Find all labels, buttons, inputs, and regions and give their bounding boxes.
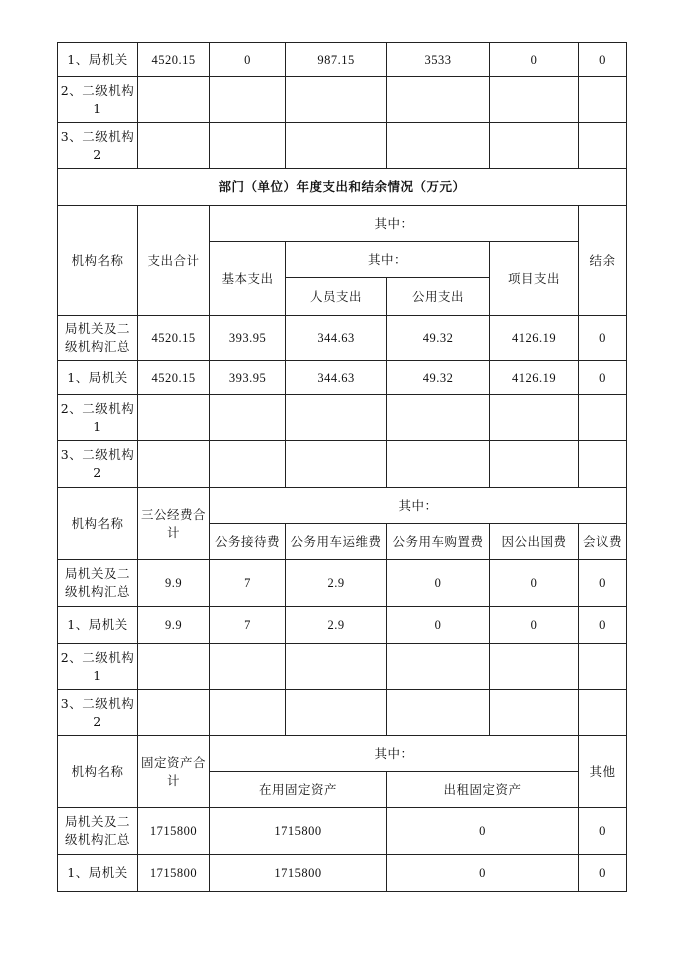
org-name-cell: 1、局机关	[58, 855, 138, 892]
value-cell	[387, 77, 490, 123]
value-cell: 49.32	[387, 361, 490, 395]
value-cell: 344.63	[286, 316, 387, 361]
table-row	[58, 441, 627, 488]
org-name-cell: 3、二级机构2	[58, 690, 138, 736]
header-of-which: 其中：	[210, 488, 627, 524]
value-cell: 1715800	[138, 808, 210, 855]
value-cell: 4520.15	[138, 361, 210, 395]
header-three-public-total: 三公经费合计	[138, 488, 210, 560]
value-cell: 9.9	[138, 607, 210, 644]
header-row	[58, 488, 627, 524]
header-balance: 结余	[579, 206, 627, 316]
header-org-name: 机构名称	[58, 736, 138, 808]
value-cell	[490, 395, 579, 441]
value-cell	[286, 690, 387, 736]
value-cell	[210, 395, 286, 441]
value-cell	[579, 395, 627, 441]
value-cell: 3533	[387, 43, 490, 77]
value-cell: 1715800	[210, 855, 387, 892]
header-public-expenditure: 公用支出	[387, 278, 490, 316]
value-cell	[210, 690, 286, 736]
value-cell: 1715800	[138, 855, 210, 892]
org-name-cell: 局机关及二级机构汇总	[58, 808, 138, 855]
value-cell: 4126.19	[490, 316, 579, 361]
value-cell	[579, 123, 627, 169]
org-name-cell: 局机关及二级机构汇总	[58, 316, 138, 361]
org-name-cell: 2、二级机构1	[58, 395, 138, 441]
value-cell: 2.9	[286, 607, 387, 644]
header-meeting-fee: 会议费	[579, 524, 627, 560]
value-cell	[210, 77, 286, 123]
table-row	[58, 808, 627, 855]
table-row	[58, 123, 627, 169]
value-cell	[210, 441, 286, 488]
org-name-cell: 1、局机关	[58, 607, 138, 644]
value-cell: 0	[579, 316, 627, 361]
value-cell	[579, 644, 627, 690]
header-vehicle-purchase-fee: 公务用车购置费	[387, 524, 490, 560]
value-cell	[138, 77, 210, 123]
header-org-name: 机构名称	[58, 206, 138, 316]
value-cell: 0	[387, 607, 490, 644]
header-reception-fee: 公务接待费	[210, 524, 286, 560]
value-cell	[138, 395, 210, 441]
value-cell	[490, 441, 579, 488]
value-cell: 0	[387, 560, 490, 607]
value-cell	[286, 441, 387, 488]
value-cell	[286, 77, 387, 123]
value-cell	[490, 123, 579, 169]
table-row	[58, 395, 627, 441]
value-cell: 987.15	[286, 43, 387, 77]
table-row	[58, 316, 627, 361]
value-cell: 49.32	[387, 316, 490, 361]
value-cell: 393.95	[210, 316, 286, 361]
value-cell	[387, 123, 490, 169]
value-cell	[286, 123, 387, 169]
table-row	[58, 77, 627, 123]
value-cell	[138, 690, 210, 736]
value-cell: 0	[490, 607, 579, 644]
table-row	[58, 43, 627, 77]
value-cell	[387, 441, 490, 488]
header-row	[58, 736, 627, 772]
value-cell: 4126.19	[490, 361, 579, 395]
finance-table	[57, 42, 627, 892]
header-leased-assets: 出租固定资产	[387, 772, 579, 808]
org-name-cell: 2、二级机构1	[58, 644, 138, 690]
value-cell: 0	[579, 43, 627, 77]
org-name-cell: 3、二级机构2	[58, 441, 138, 488]
header-basic-expenditure: 基本支出	[210, 242, 286, 316]
value-cell	[210, 123, 286, 169]
value-cell: 1715800	[210, 808, 387, 855]
value-cell	[387, 644, 490, 690]
value-cell: 4520.15	[138, 316, 210, 361]
value-cell: 2.9	[286, 560, 387, 607]
value-cell	[490, 77, 579, 123]
header-personnel-expenditure: 人员支出	[286, 278, 387, 316]
header-project-expenditure: 项目支出	[490, 242, 579, 316]
value-cell	[138, 644, 210, 690]
value-cell: 0	[579, 808, 627, 855]
table-row	[58, 607, 627, 644]
value-cell: 0	[387, 808, 579, 855]
value-cell	[579, 690, 627, 736]
value-cell	[286, 395, 387, 441]
header-expenditure-total: 支出合计	[138, 206, 210, 316]
header-of-which: 其中：	[210, 206, 579, 242]
value-cell	[490, 690, 579, 736]
header-of-which-inner: 其中：	[286, 242, 490, 278]
value-cell: 7	[210, 560, 286, 607]
value-cell	[387, 395, 490, 441]
org-name-cell: 3、二级机构2	[58, 123, 138, 169]
table-row	[58, 560, 627, 607]
header-fixed-assets-total: 固定资产合计	[138, 736, 210, 808]
header-in-use-assets: 在用固定资产	[210, 772, 387, 808]
value-cell	[579, 441, 627, 488]
value-cell: 0	[490, 43, 579, 77]
value-cell: 9.9	[138, 560, 210, 607]
value-cell	[387, 690, 490, 736]
header-other: 其他	[579, 736, 627, 808]
header-org-name: 机构名称	[58, 488, 138, 560]
value-cell: 0	[579, 607, 627, 644]
value-cell	[210, 644, 286, 690]
table-row	[58, 644, 627, 690]
value-cell	[579, 77, 627, 123]
value-cell	[138, 441, 210, 488]
section-title-row	[58, 169, 627, 206]
value-cell	[138, 123, 210, 169]
table-row	[58, 855, 627, 892]
header-of-which: 其中：	[210, 736, 579, 772]
header-vehicle-ops-fee: 公务用车运维费	[286, 524, 387, 560]
value-cell: 0	[579, 361, 627, 395]
value-cell: 344.63	[286, 361, 387, 395]
value-cell	[490, 644, 579, 690]
value-cell: 393.95	[210, 361, 286, 395]
org-name-cell: 1、局机关	[58, 43, 138, 77]
header-row	[58, 206, 627, 242]
value-cell: 0	[210, 43, 286, 77]
org-name-cell: 局机关及二级机构汇总	[58, 560, 138, 607]
value-cell: 0	[579, 560, 627, 607]
table-row	[58, 690, 627, 736]
section-title: 部门（单位）年度支出和结余情况（万元）	[58, 169, 627, 206]
value-cell: 0	[490, 560, 579, 607]
value-cell: 4520.15	[138, 43, 210, 77]
org-name-cell: 2、二级机构1	[58, 77, 138, 123]
value-cell: 7	[210, 607, 286, 644]
value-cell: 0	[579, 855, 627, 892]
value-cell	[286, 644, 387, 690]
value-cell: 0	[387, 855, 579, 892]
org-name-cell: 1、局机关	[58, 361, 138, 395]
header-abroad-fee: 因公出国费	[490, 524, 579, 560]
table-row	[58, 361, 627, 395]
